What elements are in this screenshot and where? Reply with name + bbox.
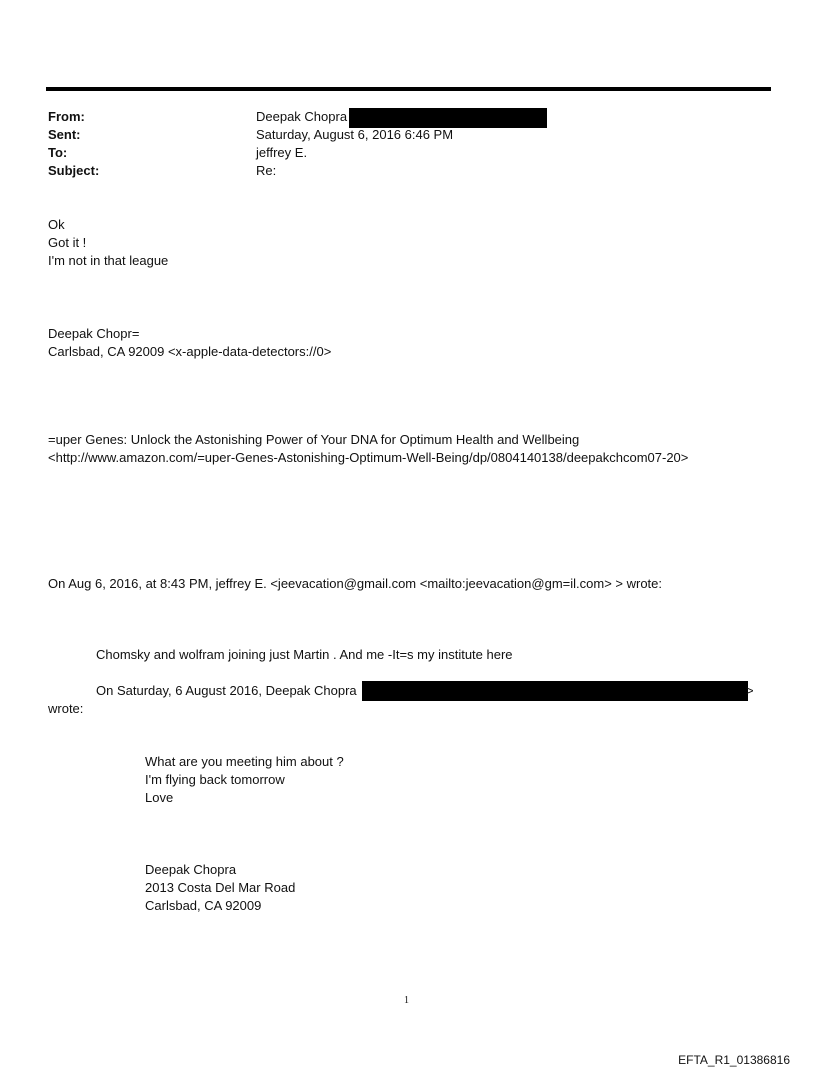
from-value: Deepak Chopra	[256, 109, 348, 124]
from-label: From:	[48, 109, 85, 124]
nested-trail: >	[746, 683, 754, 698]
subject-value: Re:	[256, 163, 277, 178]
signature-address: Carlsbad, CA 92009 <x-apple-data-detectors://0>	[48, 344, 332, 359]
sent-value: Saturday, August 6, 2016 6:46 PM	[256, 127, 454, 142]
book-link: <http://www.amazon.com/=uper-Genes-Astonishing-Optimum-Well-Being/dp/0804140138/deepakchcom07-20>	[48, 450, 689, 465]
redaction-box	[349, 108, 547, 128]
nested-signature-city: Carlsbad, CA 92009	[145, 898, 262, 913]
nested-line: What are you meeting him about ?	[145, 754, 344, 769]
to-label: To:	[48, 145, 68, 160]
page-number: 1	[404, 995, 409, 1006]
redaction-box	[362, 681, 748, 701]
header-rule	[46, 87, 771, 91]
nested-signature-street: 2013 Costa Del Mar Road	[145, 880, 296, 895]
nested-wrote: wrote:	[48, 701, 84, 716]
sent-label: Sent:	[48, 127, 81, 142]
body-line: Got it !	[48, 235, 87, 250]
subject-label: Subject:	[48, 163, 100, 178]
signature-name: Deepak Chopr=	[48, 326, 140, 341]
nested-line: Love	[145, 790, 174, 805]
document-id: EFTA_R1_01386816	[678, 1053, 790, 1067]
quote-line: Chomsky and wolfram joining just Martin . And me -It=s my institute here	[96, 647, 513, 662]
quote-header: On Aug 6, 2016, at 8:43 PM, jeffrey E. <jeevacation@gmail.com <mailto:jeevacation@gm=il.com> > wrote:	[48, 576, 662, 591]
book-title: =uper Genes: Unlock the Astonishing Power of Your DNA for Optimum Health and Wellbeing	[48, 432, 580, 447]
body-line: I'm not in that league	[48, 253, 169, 268]
nested-signature-name: Deepak Chopra	[145, 862, 237, 877]
to-value: jeffrey E.	[256, 145, 308, 160]
nested-header: On Saturday, 6 August 2016, Deepak Chopra	[96, 683, 357, 698]
nested-line: I'm flying back tomorrow	[145, 772, 285, 787]
body-line: Ok	[48, 217, 65, 232]
